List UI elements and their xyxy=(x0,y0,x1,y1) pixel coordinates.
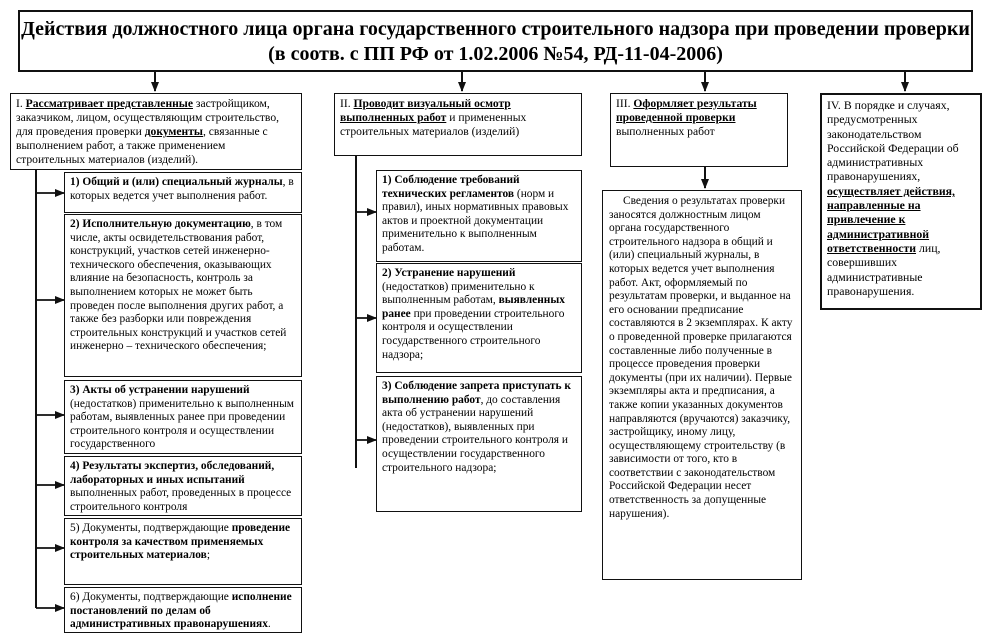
col1-item-4: 4) Результаты экспертиз, обследований, лабораторных и иных испытаний выполненных работ, проведенных в процессе строительного контроля xyxy=(64,456,302,516)
col1-num: I. xyxy=(16,97,23,110)
col3-detail: Сведения о результатах проверки заносятся должностным лицом органа государственного строительного надзора в общий и (или) специальный журналы, в которых ведется учет выполнения работ. Акт, оформляемый по результатам проверки, и выданное на его основании предписание составляются в 2 экземплярах. К акту о проведенной проверке прилагаются составленные либо полученные в процессе проведения проверки документы (при их наличии). Первые экземпляры акта и предписания, а также копии указанных документов направляются (вручаются) заказчику, застройщику, иному лицу, осуществляющему строительству (в зависимости от того, кто в соответствии с законодательством Российской Федерации несет ответственность за допущенные нарушения). xyxy=(602,190,802,580)
col1-head: Рассматривает представленные xyxy=(25,97,193,110)
col1-header: I. Рассматривает представленные застройщиком, заказчиком, лицом, осуществляющим строительство, для проведения проверки документы, связанные с выполнением работ, а также применением строительных материалов (изделий). xyxy=(10,93,302,170)
title-line2: (в соотв. с ПП РФ от 1.02.2006 №54, РД-11-04-2006) xyxy=(268,43,723,65)
col1-item-2: 2) Исполнительную документацию, в том числе, акты освидетельствования работ, конструкций, участков сетей инженерно-технического обеспечения, оказывающих влияние на безопасность, контроль за выполнением которых не может быть проведен после выполнения других работ, а также без разборки или повреждения строительных конструкций и участков сетей инженерно – технического обеспечения; xyxy=(64,214,302,377)
col1-item-6: 6) Документы, подтверждающие исполнение постановлений по делам об административных правонарушениях. xyxy=(64,587,302,633)
col1-item-1: 1) Общий и (или) специальный журналы, в которых ведется учет выполнения работ. xyxy=(64,172,302,213)
diagram-title xyxy=(18,10,973,72)
col1-item-3: 3) Акты об устранении нарушений (недостатков) применительно к выполненным работам, выявленных ранее при проведении строительного контроля и осуществлении государственного xyxy=(64,380,302,454)
col2-item-2: 2) Устранение нарушений (недостатков) применительно к выполненным работам, выявленных ранее при проведении строительного контроля и осуществлении государственного строительного надзора; xyxy=(376,263,582,373)
col2-item-1: 1) Соблюдение требований технических регламентов (норм и правил), иных нормативных правовых актов и проектной документации применительно к выполненным работам. xyxy=(376,170,582,262)
title-line1: Действия должностного лица органа государственного строительного надзора при проведении проверки xyxy=(21,18,970,40)
col2-item-3: 3) Соблюдение запрета приступать к выполнению работ, до составления акта об устранении нарушений (недостатков), выявленных при проведении строительного контроля и осуществлении государственного строительного надзора; xyxy=(376,376,582,512)
col1-item-5: 5) Документы, подтверждающие проведение контроля за качеством применяемых строительных материалов; xyxy=(64,518,302,585)
col4-box: IV. В порядке и случаях, предусмотренных законодательством Российской Федерации об административных правонарушениях, осуществляет действия, направленные на привлечение к административной ответственности лиц, совершивших административные правонарушения. xyxy=(820,93,982,310)
col3-header: III. Оформляет результаты проведенной проверки выполненных работ xyxy=(610,93,788,167)
col2-header: II. Проводит визуальный осмотр выполненных работ и примененных строительных материалов (изделий) xyxy=(334,93,582,156)
